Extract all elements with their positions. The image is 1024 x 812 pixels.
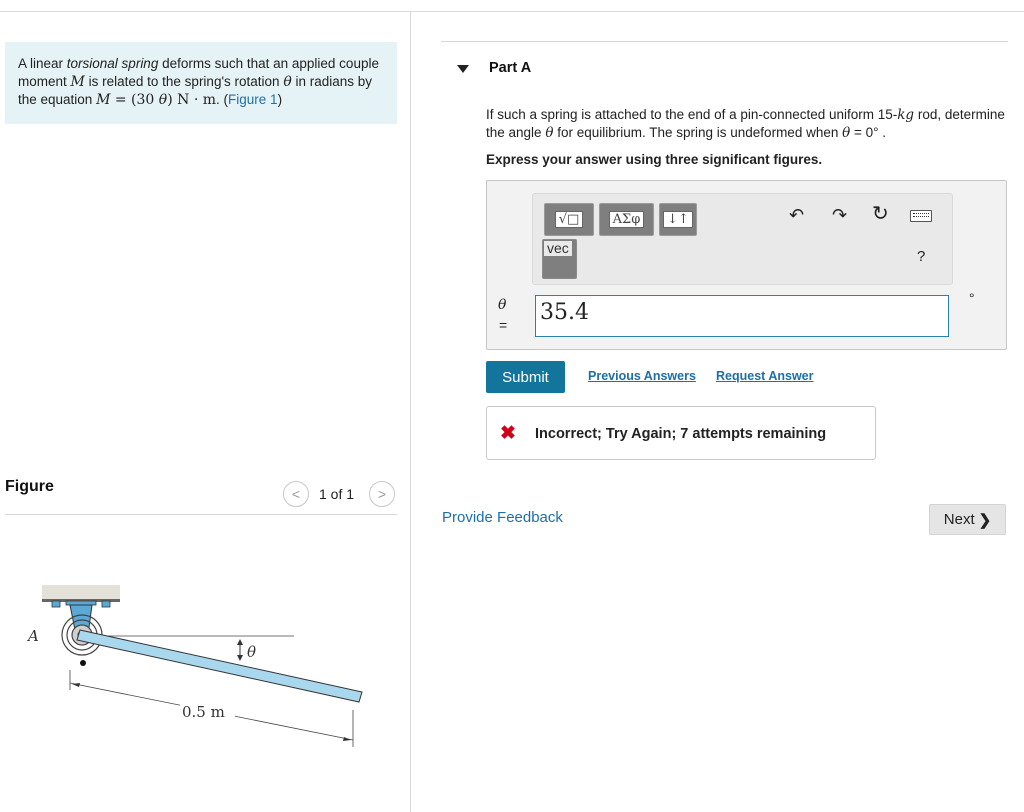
templates-button[interactable] bbox=[544, 203, 594, 236]
problem-text: in radians by the equation bbox=[18, 74, 373, 107]
question-part: If such a spring is attached to the end of a pin-connected uniform 15- bbox=[486, 107, 898, 122]
redo-icon[interactable]: ↷ bbox=[832, 205, 848, 225]
math-var: M bbox=[70, 74, 85, 90]
chevron-right-icon: > bbox=[377, 486, 387, 502]
question-part: = 0° . bbox=[850, 125, 887, 140]
figure-next-button[interactable] bbox=[369, 481, 395, 507]
rod bbox=[77, 630, 362, 702]
question-part: for equilibrium. The spring is undeformed when bbox=[553, 125, 843, 140]
math-toolbar bbox=[532, 193, 953, 285]
equation-units: N · m bbox=[177, 92, 217, 108]
greek-symbols-label: ΑΣφ bbox=[609, 211, 645, 228]
chevron-right-icon: ❯ bbox=[978, 511, 992, 529]
undo-icon[interactable]: ↶ bbox=[789, 205, 805, 225]
provide-feedback-link[interactable]: Provide Feedback bbox=[442, 509, 563, 526]
feedback-message: Incorrect; Try Again; 7 attempts remaining bbox=[535, 426, 827, 442]
label-length: 0.5 m bbox=[182, 703, 225, 721]
figure-link[interactable]: Figure 1 bbox=[228, 92, 278, 107]
question-unit: kg bbox=[897, 107, 915, 123]
problem-text: . ( bbox=[216, 92, 229, 107]
problem-text: is related to the spring's rotation bbox=[84, 74, 284, 89]
next-button[interactable] bbox=[929, 504, 1006, 535]
answer-equals: = bbox=[499, 317, 508, 333]
submit-button[interactable]: Submit bbox=[486, 361, 565, 393]
keyboard-icon[interactable] bbox=[910, 210, 932, 222]
next-label: Next bbox=[943, 511, 975, 528]
arrows-button[interactable] bbox=[659, 203, 697, 236]
label-A: A bbox=[28, 627, 39, 645]
incorrect-x-icon: ✖ bbox=[500, 423, 516, 444]
part-a-rule bbox=[441, 41, 1008, 42]
arrows-icon: ↓↑ bbox=[663, 211, 693, 228]
answer-unit: ° bbox=[969, 290, 975, 306]
request-answer-link[interactable]: Request Answer bbox=[716, 369, 814, 383]
figure-rule bbox=[5, 514, 397, 515]
pane-divider bbox=[410, 11, 411, 812]
vec-label: vec bbox=[544, 241, 572, 256]
equation-part: = (30 bbox=[110, 92, 159, 108]
math-var: θ bbox=[283, 74, 292, 90]
top-rule bbox=[0, 11, 1024, 12]
previous-answers-link[interactable]: Previous Answers bbox=[588, 369, 696, 383]
sqrt-template-icon: √□ bbox=[555, 211, 584, 228]
vector-button[interactable] bbox=[542, 239, 577, 279]
collapse-caret-icon[interactable] bbox=[457, 65, 469, 73]
figure-prev-button[interactable] bbox=[283, 481, 309, 507]
question-var: θ bbox=[545, 125, 554, 141]
figure-image bbox=[20, 575, 380, 750]
chevron-left-icon: < bbox=[291, 486, 301, 502]
problem-text-italic: torsional spring bbox=[66, 56, 159, 71]
question-var: θ bbox=[842, 125, 851, 141]
equation-theta: θ bbox=[158, 92, 168, 108]
problem-statement bbox=[5, 42, 397, 124]
label-theta: θ bbox=[247, 643, 257, 661]
equation-lhs: M bbox=[96, 92, 111, 108]
equation-part: ) bbox=[167, 92, 178, 108]
answer-input[interactable]: 35.4 bbox=[535, 295, 949, 337]
greek-symbols-button[interactable] bbox=[599, 203, 654, 236]
figure-title: Figure bbox=[5, 478, 54, 495]
ground-support bbox=[42, 585, 120, 599]
problem-text: deforms such that an applied couple moment bbox=[18, 56, 379, 89]
question-text bbox=[486, 106, 1006, 142]
reset-icon[interactable]: ↻ bbox=[872, 203, 889, 225]
answer-variable: θ bbox=[498, 297, 507, 313]
part-a-title[interactable]: Part A bbox=[489, 60, 532, 76]
question-part: rod, determine the angle bbox=[486, 107, 1005, 140]
problem-text: ) bbox=[277, 92, 283, 107]
problem-text: A linear bbox=[18, 56, 67, 71]
help-icon[interactable]: ? bbox=[917, 248, 926, 265]
answer-instruction: Express your answer using three significant figures. bbox=[486, 152, 823, 167]
figure-count: 1 of 1 bbox=[319, 486, 355, 502]
